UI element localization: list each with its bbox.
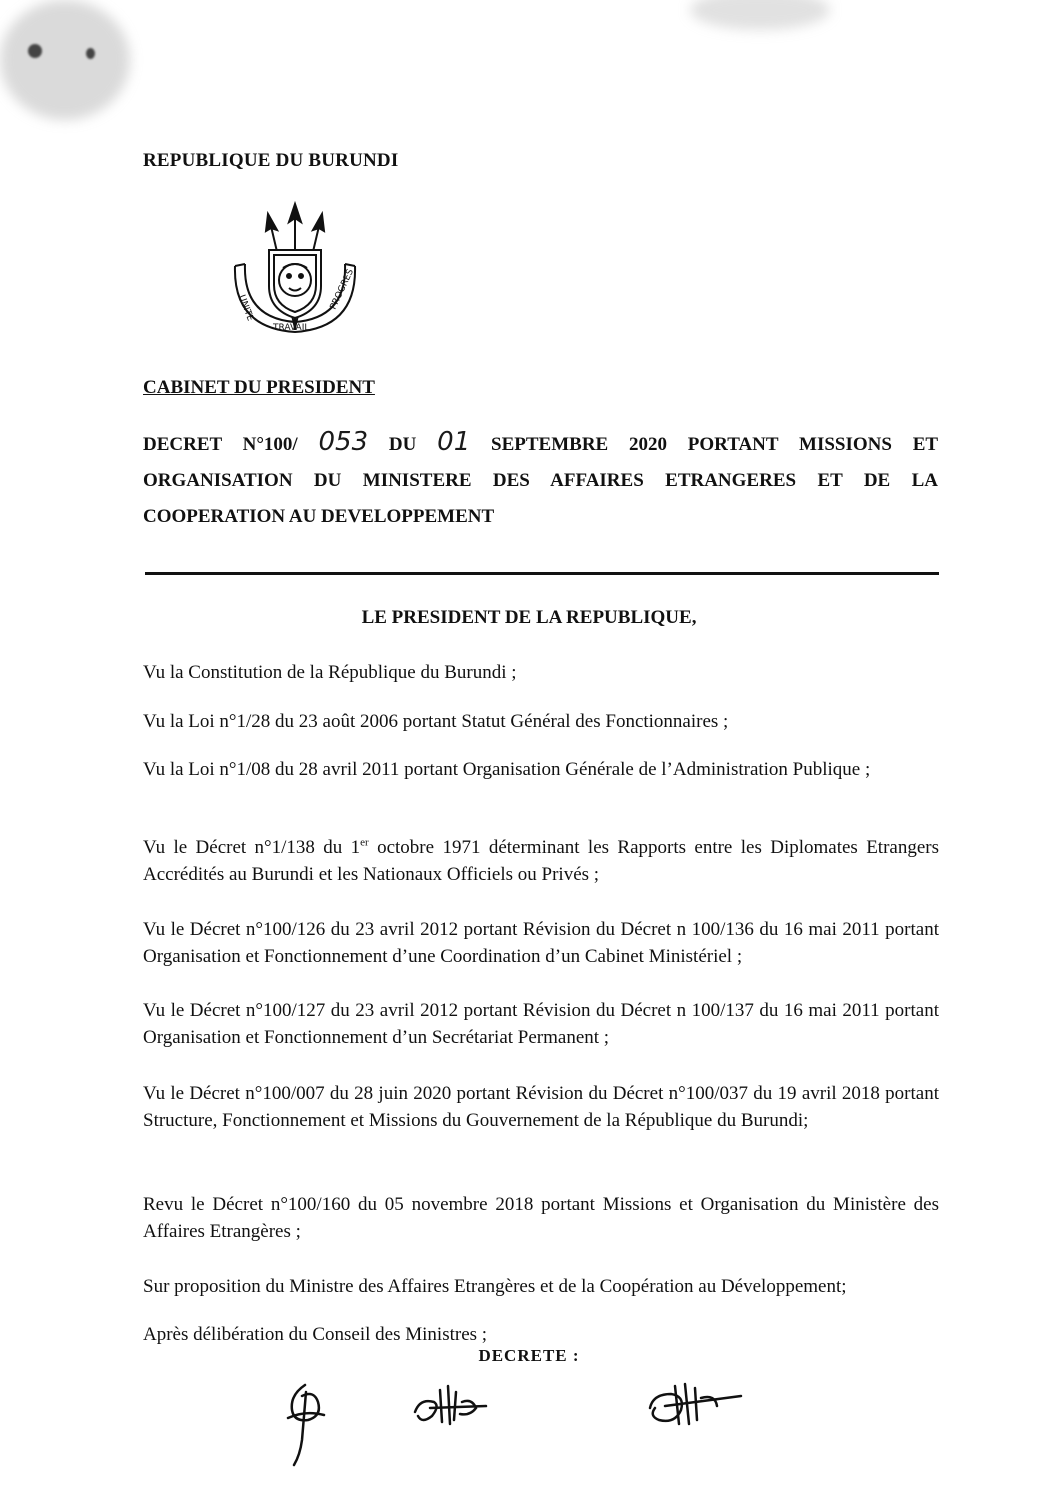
consideration-10: Après délibération du Conseil des Ministres ; bbox=[143, 1324, 488, 1345]
scan-smudge bbox=[0, 0, 130, 120]
consideration-3: Vu la Loi n°1/08 du 28 avril 2011 portant Organisation Générale de l’Administration Publique ; bbox=[143, 759, 871, 780]
decree-title-rest: SEPTEMBRE 2020 PORTANT MISSIONS ET ORGANISATION DU MINISTERE DES AFFAIRES ETRANGERES ET DE LA COOPERATION AU DEVELOPPEMENT bbox=[143, 434, 939, 527]
decree-number-handwritten: 053 bbox=[318, 427, 369, 457]
president-heading: LE PRESIDENT DE LA REPUBLIQUE, bbox=[361, 607, 697, 628]
scan-mark bbox=[86, 48, 95, 59]
signature-initials-1 bbox=[280, 1380, 330, 1470]
consideration-6: Vu le Décret n°100/127 du 23 avril 2012 portant Révision du Décret n 100/137 du 16 mai 2011 portant Organisation et Fonctionnement d’un Secrétariat Permanent ; bbox=[143, 1000, 939, 1048]
consideration-9: Sur proposition du Ministre des Affaires Etrangères et de la Coopération au Développement; bbox=[143, 1276, 847, 1297]
consideration-1: Vu la Constitution de la République du Burundi ; bbox=[143, 662, 517, 683]
signature-initials-2 bbox=[410, 1380, 490, 1430]
scan-smudge bbox=[690, 0, 830, 30]
coat-of-arms-emblem bbox=[225, 200, 365, 350]
consideration-2: Vu la Loi n°1/28 du 23 août 2006 portant Statut Général des Fonctionnaires ; bbox=[143, 711, 729, 732]
decree-du: DU bbox=[388, 434, 417, 455]
consideration-4-sup: er bbox=[360, 836, 369, 849]
consideration-7: Vu le Décret n°100/007 du 28 juin 2020 portant Révision du Décret n°100/037 du 19 avril 2018 portant Structure, Fonctionnement et Missions du Gouvernement de la République du Burundi; bbox=[143, 1083, 939, 1131]
consideration-8: Revu le Décret n°100/160 du 05 novembre 2018 portant Missions et Organisation du Ministère des Affaires Etrangères ; bbox=[143, 1194, 939, 1242]
signature-initials-3 bbox=[645, 1380, 745, 1430]
svg-text:TRAVAIL: TRAVAIL bbox=[273, 323, 310, 333]
decree-day-handwritten: 01 bbox=[437, 427, 471, 457]
cabinet-heading: CABINET DU PRESIDENT bbox=[143, 377, 375, 398]
consideration-4 bbox=[143, 834, 939, 888]
svg-text:UNITE: UNITE bbox=[236, 293, 255, 323]
horizontal-rule bbox=[145, 572, 939, 575]
svg-text:PROGRES: PROGRES bbox=[328, 267, 357, 312]
decree-prefix: DECRET N°100/ bbox=[143, 434, 298, 455]
decree-title bbox=[143, 424, 938, 535]
decrete-heading: DECRETE : bbox=[478, 1346, 580, 1365]
consideration-4-end: octobre 1971 déterminant les Rapports entre les Diplomates Etrangers Accrédités au Burundi et les Nationaux Officiels ou Privés ; bbox=[143, 837, 939, 885]
consideration-5: Vu le Décret n°100/126 du 23 avril 2012 portant Révision du Décret n 100/136 du 16 mai 2011 portant Organisation et Fonctionnement d’une Coordination d’un Cabinet Ministériel ; bbox=[143, 919, 939, 967]
scan-mark bbox=[28, 44, 42, 58]
consideration-4-start: Vu le Décret n°1/138 du 1 bbox=[143, 837, 361, 858]
country-header: REPUBLIQUE DU BURUNDI bbox=[143, 150, 399, 171]
